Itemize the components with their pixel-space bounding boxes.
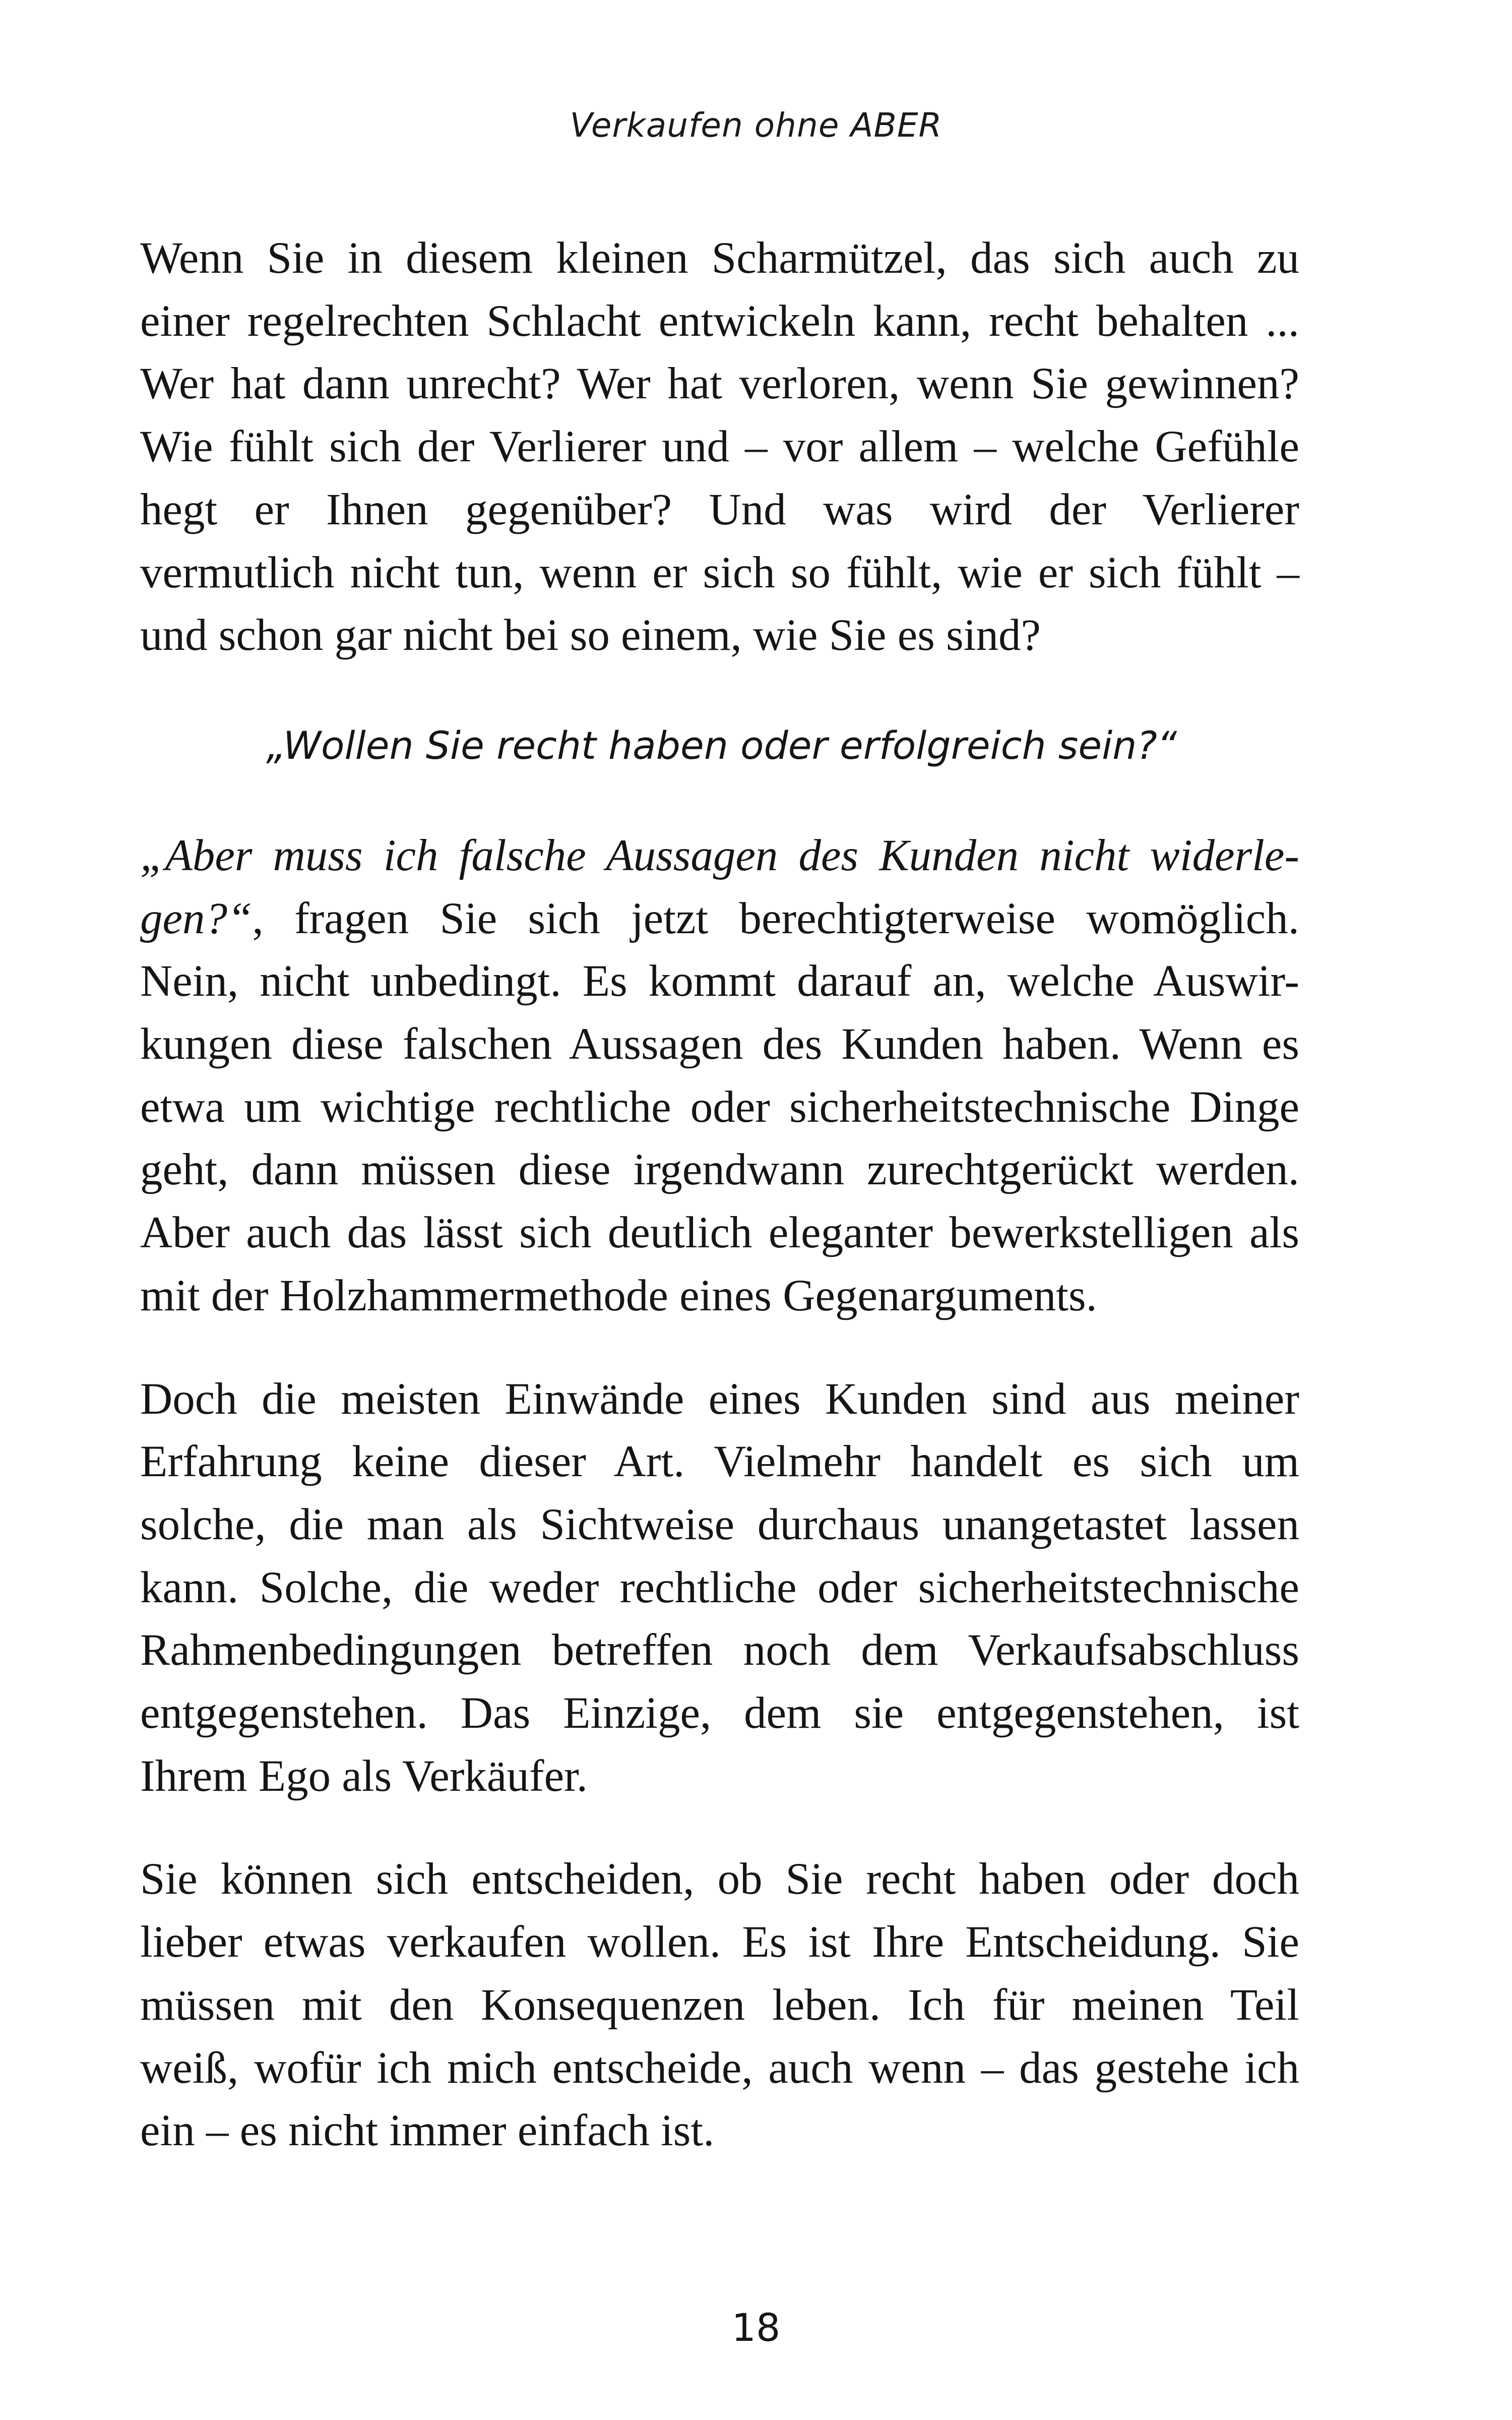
text-line: ein – es nicht immer einfach ist. xyxy=(140,2106,715,2156)
italic-question-end: gen?“ xyxy=(140,893,253,943)
text-line: Aber auch das lässt sich deutlich eleganter bewerkstelligen als xyxy=(140,1208,1299,1258)
text-line xyxy=(140,824,1299,887)
text-line: Doch die meisten Einwände eines Kunden sind aus meiner xyxy=(140,1374,1299,1424)
text-line: kann. Solche, die weder rechtliche oder sicherheitstechnische xyxy=(140,1562,1299,1612)
text-line: lieber etwas verkaufen wollen. Es ist Ihre Entscheidung. Sie xyxy=(140,1917,1299,1967)
text-line: Nein, nicht unbedingt. Es kommt darauf an, welche Auswir- xyxy=(140,956,1299,1006)
text-line: Wenn Sie in diesem kleinen Scharmützel, das sich auch zu xyxy=(140,233,1299,283)
text-line: Ihrem Ego als Verkäufer. xyxy=(140,1751,588,1801)
text-line: geht, dann müssen diese irgendwann zurechtgerückt werden. xyxy=(140,1145,1299,1195)
text-line: Wie fühlt sich der Verlierer und – vor allem – welche Gefühle xyxy=(140,422,1299,472)
italic-question: „Aber muss ich falsche Aussagen des Kunden nicht widerle- xyxy=(140,830,1299,880)
text-line xyxy=(140,887,1299,950)
text-line: entgegenstehen. Das Einzige, dem sie entgegenstehen, ist xyxy=(140,1688,1299,1738)
paragraph-4 xyxy=(140,1848,1299,2162)
text-line: Erfahrung keine dieser Art. Vielmehr handelt es sich um xyxy=(140,1437,1299,1487)
page-body xyxy=(140,227,1299,2203)
text-line: einer regelrechten Schlacht entwickeln kann, recht behalten ... xyxy=(140,296,1299,346)
text-line: Wer hat dann unrecht? Wer hat verloren, wenn Sie gewinnen? xyxy=(140,359,1299,409)
text-line: vermutlich nicht tun, wenn er sich so fühlt, wie er sich fühlt – xyxy=(140,548,1299,597)
text-line: weiß, wofür ich mich entscheide, auch wenn – das gestehe ich xyxy=(140,2043,1299,2093)
text-line: Sie können sich entscheiden, ob Sie recht haben oder doch xyxy=(140,1854,1299,1904)
paragraph-2 xyxy=(140,824,1299,1327)
page-number: 18 xyxy=(731,2305,781,2350)
text-line: hegt er Ihnen gegenüber? Und was wird der Verlierer xyxy=(140,485,1299,534)
text-fragment: , fragen Sie sich jetzt berechtigterweise womöglich. xyxy=(252,893,1299,943)
text-line: und schon gar nicht bei so einem, wie Sie es sind? xyxy=(140,611,1041,660)
paragraph-1 xyxy=(140,227,1299,667)
text-line: solche, die man als Sichtweise durchaus unangetastet lassen xyxy=(140,1499,1299,1549)
paragraph-3 xyxy=(140,1368,1299,1808)
running-header: Verkaufen ohne ABER xyxy=(570,106,942,145)
text-line: etwa um wichtige rechtliche oder sicherheitstechnische Dinge xyxy=(140,1082,1299,1132)
pull-quote: „Wollen Sie recht haben oder erfolgreich sein?“ xyxy=(266,722,1177,768)
text-line: mit der Holzhammermethode eines Gegenarguments. xyxy=(140,1270,1097,1320)
text-line: müssen mit den Konsequenzen leben. Ich für meinen Teil xyxy=(140,1980,1299,2030)
text-line: kungen diese falschen Aussagen des Kunden haben. Wenn es xyxy=(140,1019,1299,1069)
text-line: Rahmenbedingungen betreffen noch dem Verkaufsabschluss xyxy=(140,1625,1299,1675)
